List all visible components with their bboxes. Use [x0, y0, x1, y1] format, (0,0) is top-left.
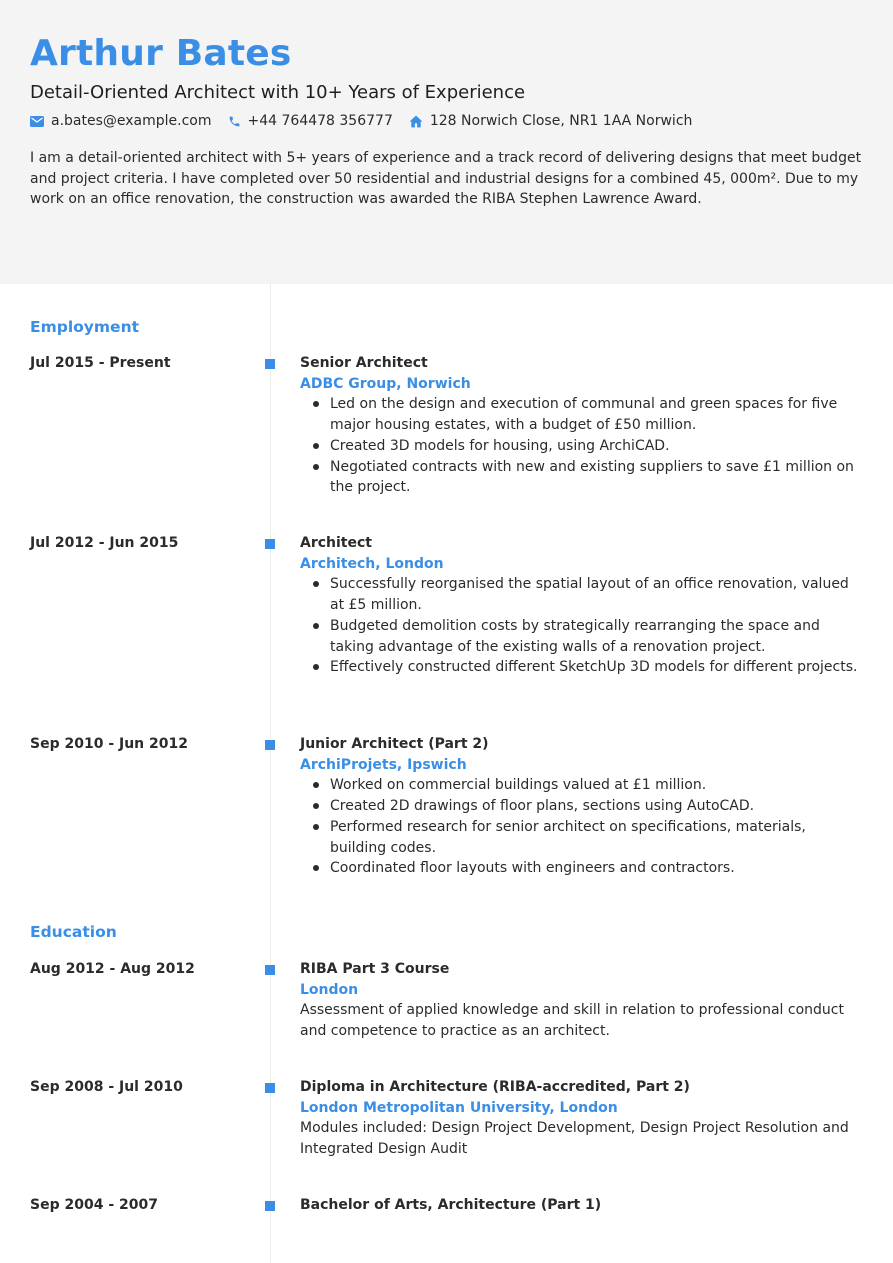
address-text: 128 Norwich Close, NR1 1AA Norwich	[429, 113, 693, 129]
job-title: Senior Architect	[300, 355, 428, 371]
achievement-item: Coordinated floor layouts with engineers and contractors.	[300, 858, 863, 879]
timeline-marker	[265, 1201, 275, 1211]
employer: Architech, London	[300, 555, 444, 572]
employer: ArchiProjets, Ipswich	[300, 756, 467, 773]
achievement-item: Created 3D models for housing, using ArchiCAD.	[300, 436, 863, 457]
entry-date: Sep 2010 - Jun 2012	[30, 736, 188, 752]
qualification-description: Assessment of applied knowledge and skill in relation to professional conduct and competence to practice as an architect.	[300, 1002, 844, 1040]
achievement-list	[300, 394, 863, 498]
achievement-item: Worked on commercial buildings valued at £1 million.	[300, 775, 863, 796]
job-title: Architect	[300, 535, 372, 551]
entry-content	[300, 734, 863, 879]
qualification-description: Modules included: Design Project Development, Design Project Resolution and Integrated Design Audit	[300, 1120, 849, 1158]
entry-content	[300, 353, 863, 498]
entry-date: Jul 2012 - Jun 2015	[30, 535, 179, 551]
timeline-marker	[265, 359, 275, 369]
home-icon	[409, 115, 423, 128]
achievement-list	[300, 574, 863, 678]
candidate-name: Arthur Bates	[30, 33, 292, 74]
entry-content	[300, 959, 863, 1042]
entry-content	[300, 1195, 863, 1216]
timeline-divider	[270, 284, 271, 1263]
qualification-title: RIBA Part 3 Course	[300, 961, 450, 977]
entry-date: Sep 2008 - Jul 2010	[30, 1079, 183, 1095]
email-contact[interactable]	[30, 111, 212, 131]
achievement-item: Budgeted demolition costs by strategically rearranging the space and taking advantage of the existing walls of a renovation project.	[300, 616, 863, 657]
phone-text: +44 764478 356777	[247, 113, 393, 129]
achievement-list	[300, 775, 863, 879]
qualification-title: Diploma in Architecture (RIBA-accredited, Part 2)	[300, 1079, 690, 1095]
institution: London Metropolitan University, London	[300, 1099, 618, 1116]
contact-row	[30, 111, 863, 131]
achievement-item: Led on the design and execution of communal and green spaces for five major housing estates, with a budget of £50 million.	[300, 394, 863, 435]
job-title: Junior Architect (Part 2)	[300, 736, 489, 752]
education-heading: Education	[30, 923, 117, 941]
timeline-marker	[265, 965, 275, 975]
achievement-item: Successfully reorganised the spatial layout of an office renovation, valued at £5 million.	[300, 574, 863, 615]
email-text: a.bates@example.com	[51, 113, 212, 129]
entry-date: Sep 2004 - 2007	[30, 1197, 158, 1213]
profile-summary: I am a detail-oriented architect with 5+ years of experience and a track record of delivering designs that meet budget and project criteria. I have completed over 50 residential and industrial designs for a combined 45, 000m². Due to my work on an office renovation, the construction was awarded the RIBA Stephen Lawrence Award.	[30, 150, 862, 208]
headline: Detail-Oriented Architect with 10+ Years of Experience	[30, 82, 526, 103]
phone-icon	[228, 115, 241, 128]
employer: ADBC Group, Norwich	[300, 375, 471, 392]
resume-header	[0, 0, 893, 284]
achievement-item: Effectively constructed different SketchUp 3D models for different projects.	[300, 657, 863, 678]
entry-date: Jul 2015 - Present	[30, 355, 171, 371]
phone-contact[interactable]	[228, 111, 393, 131]
timeline-marker	[265, 539, 275, 549]
entry-content	[300, 1077, 863, 1160]
address-contact	[409, 111, 693, 131]
achievement-item: Performed research for senior architect on specifications, materials, building codes.	[300, 817, 863, 858]
timeline-marker	[265, 740, 275, 750]
entry-content	[300, 533, 863, 678]
employment-heading: Employment	[30, 318, 140, 336]
achievement-item: Negotiated contracts with new and existing suppliers to save £1 million on the project.	[300, 457, 863, 498]
qualification-title: Bachelor of Arts, Architecture (Part 1)	[300, 1197, 602, 1213]
entry-date: Aug 2012 - Aug 2012	[30, 961, 195, 977]
achievement-item: Created 2D drawings of floor plans, sections using AutoCAD.	[300, 796, 863, 817]
institution: London	[300, 981, 359, 998]
envelope-icon	[30, 116, 44, 127]
timeline-marker	[265, 1083, 275, 1093]
